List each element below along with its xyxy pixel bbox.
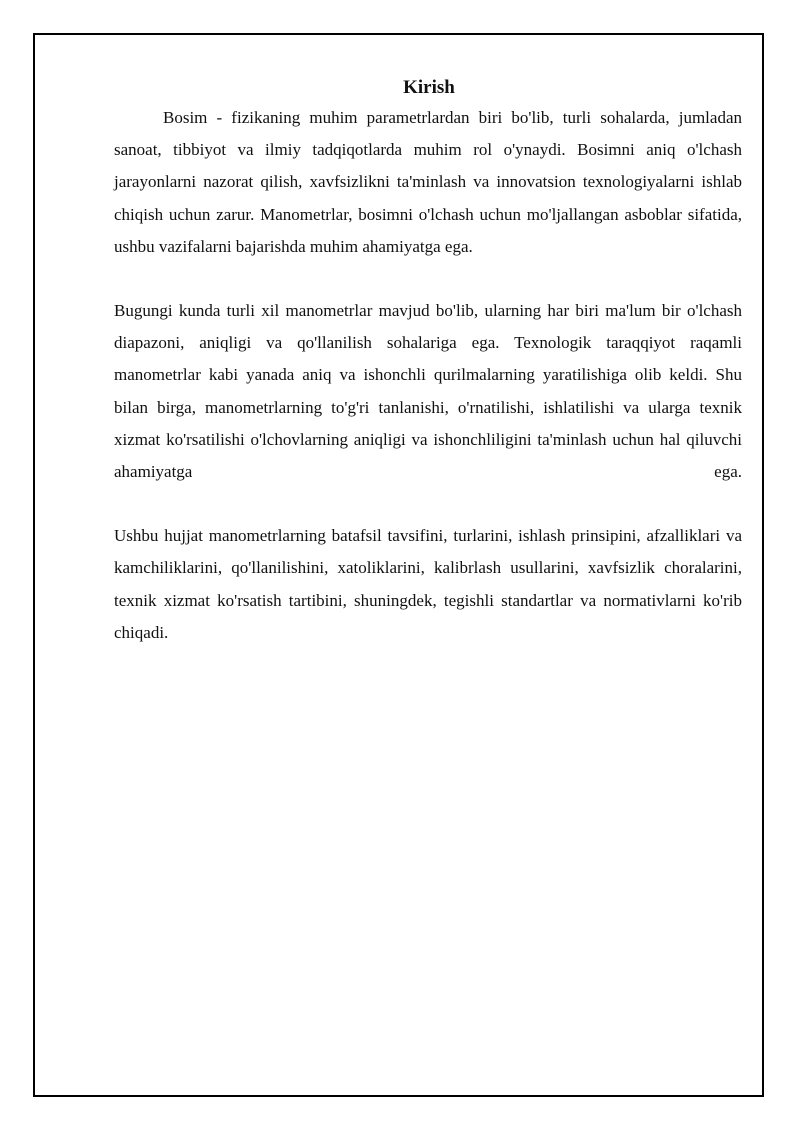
- paragraph-2: Bugungi kunda turli xil manometrlar mavjud bo'lib, ularning har biri ma'lum bir o'lchash diapazoni, aniqligi va qo'llanilish sohalariga ega. Texnologik taraqqiyot raqamli manometrlar kabi yanada aniq va ishonchli qurilmalarning yaratilishiga olib keldi. Shu bilan birga, manometrlarning to'g'ri tanlanishi, o'rnatilishi, ishlatilishi va ularga texnik xizmat ko'rsatilishi o'lchovlarning aniqligi va ishonchliligini ta'minlash uchun hal qiluvchi ahamiyatga ega.: [114, 301, 742, 482]
- paragraph-1: Bosim - fizikaning muhim parametrlardan biri bo'lib, turli sohalarda, jumladan sanoat, tibbiyot va ilmiy tadqiqotlarda muhim rol o'ynaydi. Bosimni aniq o'lchash jarayonlarni nazorat qilish, xavfsizlikni ta'minlash va innovatsion texnologiyalarni ishlab chiqish uchun zarur. Manometrlar, bosimni o'lchash uchun mo'ljallangan asboblar sifatida, ushbu vazifalarni bajarishda muhim ahamiyatga ega.: [114, 108, 742, 256]
- document-body: [114, 76, 742, 649]
- paragraph-gap: [114, 488, 742, 520]
- document-title: Kirish: [403, 77, 455, 98]
- paragraph-gap: [114, 263, 742, 295]
- paragraph-3: Ushbu hujjat manometrlarning batafsil tavsifini, turlarini, ishlash prinsipini, afzalliklari va kamchiliklarini, qo'llanilishini, xatoliklarini, kalibrlash usullarini, xavfsizlik choralarini, texnik xizmat ko'rsatish tartibini, shuningdek, tegishli standartlar va normativlarni ko'rib chiqadi.: [114, 526, 742, 642]
